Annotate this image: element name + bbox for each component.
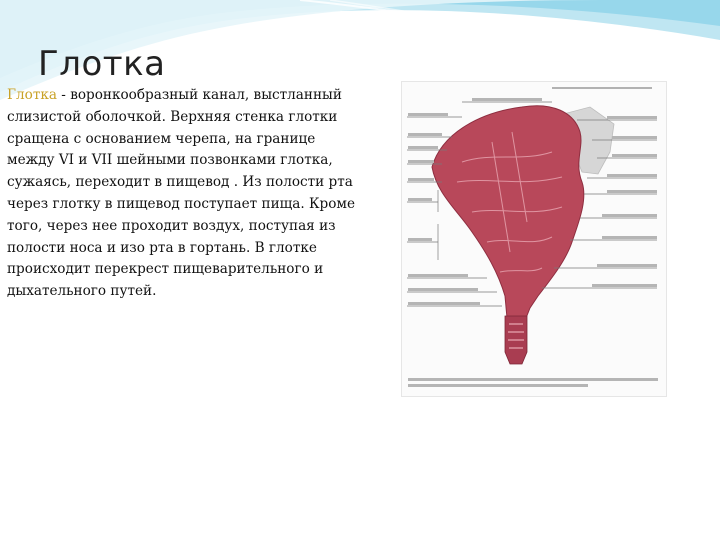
paragraph-text: - воронкообразный канал, выстланный слизистой оболочкой. Верхняя стенка глотки сращена с основанием черепа, на границе между VI и VII шейными позвонками глотка, сужаясь, переходит в пищевод . Из полости рта через глотку в пищевод поступает пища. Кроме того, через нее проходит воздух, поступая из полости носа и изо рта в гортань. В глотке происходит перекрест пищеварительного и дыхательного путей. xyxy=(7,87,356,300)
pharynx-shape xyxy=(432,106,584,318)
slide-title: Глотка xyxy=(38,44,166,84)
pharynx-illustration xyxy=(402,82,666,396)
esophagus-trachea-shape xyxy=(505,316,527,364)
body-paragraph xyxy=(7,85,367,303)
pharynx-anatomy-figure xyxy=(401,81,667,397)
term-link[interactable]: Глотка xyxy=(7,87,57,103)
